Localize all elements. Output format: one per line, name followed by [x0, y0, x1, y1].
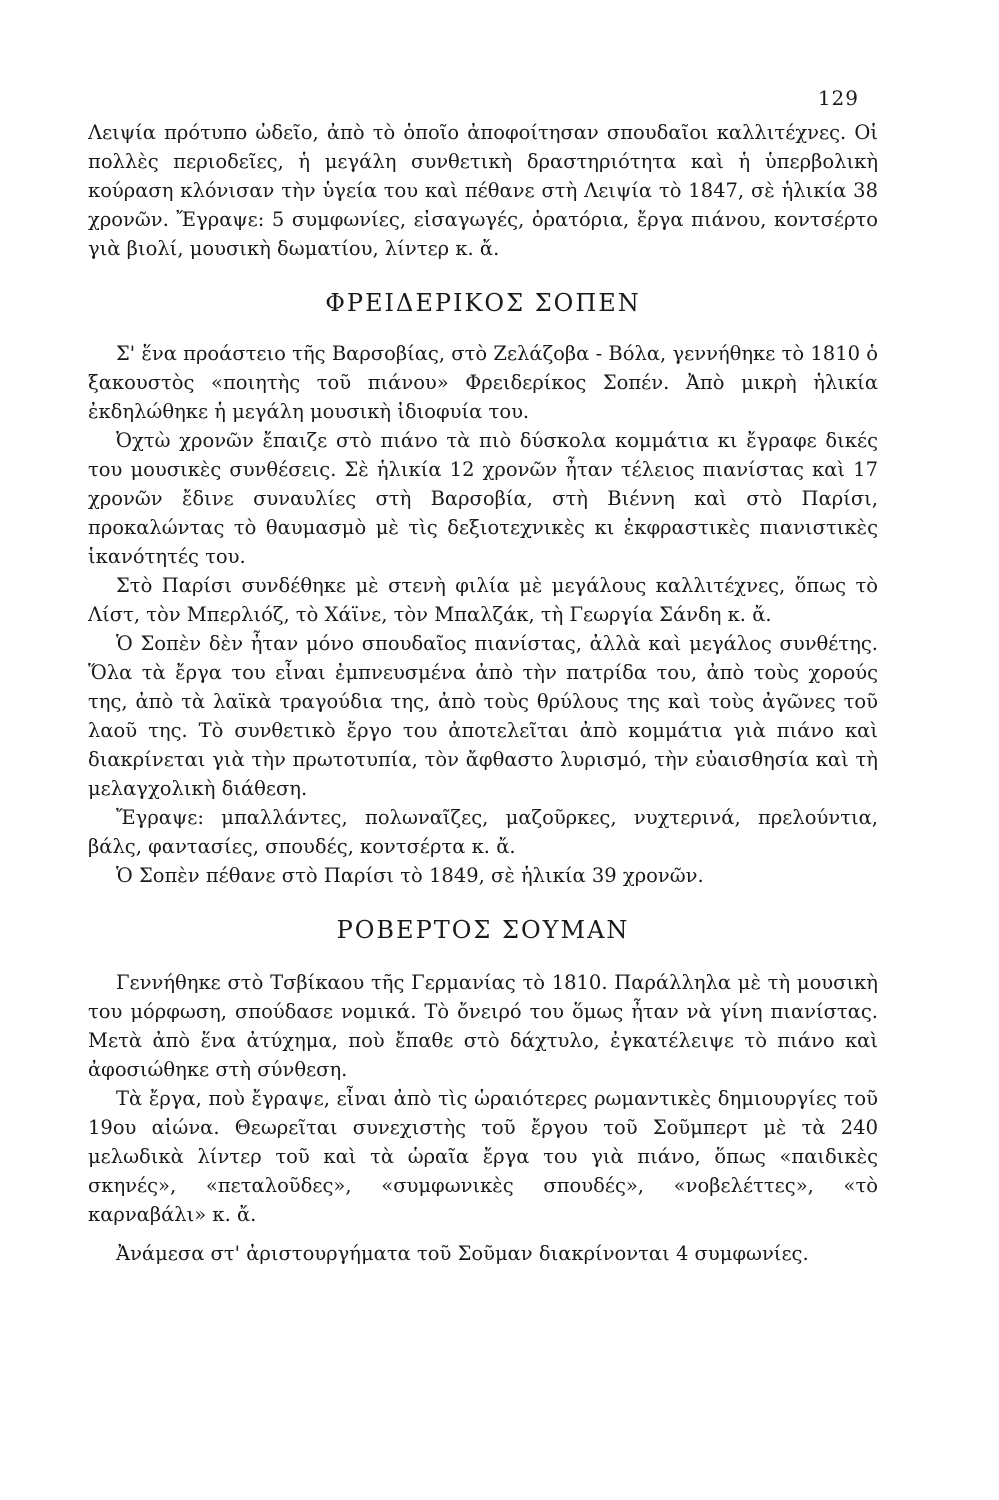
schumann-paragraph-2: Τὰ ἔργα, ποὺ ἔγραψε, εἶναι ἀπὸ τὶς ὡραιότερες ρωμαντικὲς δημιουργίες τοῦ 19ου αἰώνα. Θεωρεῖται συνεχιστὴς τοῦ ἔργου τοῦ Σοῦμπερτ μὲ τὰ 240 μελωδικὰ λίντερ τοῦ καὶ τὰ ὡραῖα ἔργα του γιὰ πιάνο, ὅπως «παιδικὲς σκηνές», «πεταλοῦδες», «συμφωνικὲς σπουδές», «νοβελέττες», «τὸ καρναβάλι» κ. ἄ. — [88, 1087, 878, 1226]
chopin-paragraph-2: Ὀχτὼ χρονῶν ἔπαιζε στὸ πιάνο τὰ πιὸ δύσκολα κομμάτια κι ἔγραφε δικές του μουσικὲς συνθέσεις. Σὲ ἡλικία 12 χρονῶν ἦταν τέλειος πιανίστας καὶ 17 χρονῶν ἔδινε συναυλίες στὴ Βαρσοβία, στὴ Βιέννη καὶ στὸ Παρίσι, προκαλώντας τὸ θαυμασμὸ μὲ τὶς δεξιοτεχνικὲς κι ἐκφραστικὲς πιανιστικὲς ἱκανότητές του. — [88, 429, 878, 568]
section-title-schumann: ΡΟΒΕΡΤΟΣ ΣΟΥΜΑΝ — [336, 916, 630, 944]
chopin-paragraph-6: Ὁ Σοπὲν πέθανε στὸ Παρίσι τὸ 1849, σὲ ἡλικία 39 χρονῶν. — [116, 864, 704, 887]
page-number: 129 — [817, 86, 859, 110]
chopin-paragraph-5: Ἔγραψε: μπαλλάντες, πολωναῖζες, μαζοῦρκες, νυχτερινά, πρελούντια, βάλς, φαντασίες, σπουδές, κοντσέρτα κ. ἄ. — [88, 806, 878, 858]
chopin-paragraph-3: Στὸ Παρίσι συνδέθηκε μὲ στενὴ φιλία μὲ μεγάλους καλλιτέχνες, ὅπως τὸ Λίστ, τὸν Μπερλιόζ, τὸ Χάϊνε, τὸν Μπαλζάκ, τὴ Γεωργία Σάνδη κ. ἄ. — [88, 574, 878, 626]
chopin-paragraph-4: Ὁ Σοπὲν δὲν ἦταν μόνο σπουδαῖος πιανίστας, ἀλλὰ καὶ μεγάλος συνθέτης. Ὅλα τὰ ἔργα του εἶναι ἐμπνευσμένα ἀπὸ τὴν πατρίδα του, ἀπὸ τοὺς χορούς της, ἀπὸ τὰ λαϊκὰ τραγούδια της, ἀπὸ τοὺς θρύλους της καὶ τοὺς ἀγῶνες τοῦ λαοῦ της. Τὸ συνθετικὸ ἔργο του ἀποτελεῖται ἀπὸ κομμάτια γιὰ πιάνο καὶ διακρίνεται γιὰ τὴν πρωτοτυπία, τὸν ἄφθαστο λυρισμό, τὴν εὐαισθησία καὶ τὴ μελαγχολικὴ διάθεση. — [88, 632, 878, 800]
chopin-paragraph-1: Σ' ἕνα προάστειο τῆς Βαρσοβίας, στὸ Ζελάζοβα - Βόλα, γεννήθηκε τὸ 1810 ὁ ξακουστὸς «ποιητὴς τοῦ πιάνου» Φρειδερίκος Σοπέν. Ἀπὸ μικρὴ ἡλικία ἐκδηλώθηκε ἡ μεγάλη μουσικὴ ἰδιοφυία του. — [88, 342, 878, 423]
schumann-paragraph-1: Γεννήθηκε στὸ Τσβίκαου τῆς Γερμανίας τὸ 1810. Παράλληλα μὲ τὴ μουσικὴ του μόρφωση, σπούδασε νομικά. Τὸ ὄνειρό του ὅμως ἦταν νὰ γίνη πιανίστας. Μετὰ ἀπὸ ἕνα ἀτύχημα, ποὺ ἔπαθε στὸ δάχτυλο, ἐγκατέλειψε τὸ πιάνο καὶ ἀφοσιώθηκε στὴ σύνθεση. — [88, 971, 878, 1081]
intro-paragraph: Λειψία πρότυπο ὠδεῖο, ἀπὸ τὸ ὁποῖο ἀποφοίτησαν σπουδαῖοι καλλιτέχνες. Οἱ πολλὲς περιοδεῖες, ἡ μεγάλη συνθετικὴ δραστηριότητα καὶ ἡ ὑπερβολικὴ κούραση κλόνισαν τὴν ὑγεία του καὶ πέθανε στὴ Λειψία τὸ 1847, σὲ ἡλικία 38 χρονῶν. Ἔγραψε: 5 συμφωνίες, εἰσαγωγές, ὀρατόρια, ἔργα πιάνου, κοντσέρτο γιὰ βιολί, μουσικὴ δωματίου, λίντερ κ. ἄ. — [88, 121, 878, 260]
schumann-paragraph-3: Ἀνάμεσα στ' ἀριστουργήματα τοῦ Σοῦμαν διακρίνονται 4 συμφωνίες. — [116, 1242, 809, 1265]
section-title-chopin: ΦΡΕΙΔΕΡΙΚΟΣ ΣΟΠΕΝ — [325, 289, 641, 317]
text-column — [88, 118, 878, 1268]
